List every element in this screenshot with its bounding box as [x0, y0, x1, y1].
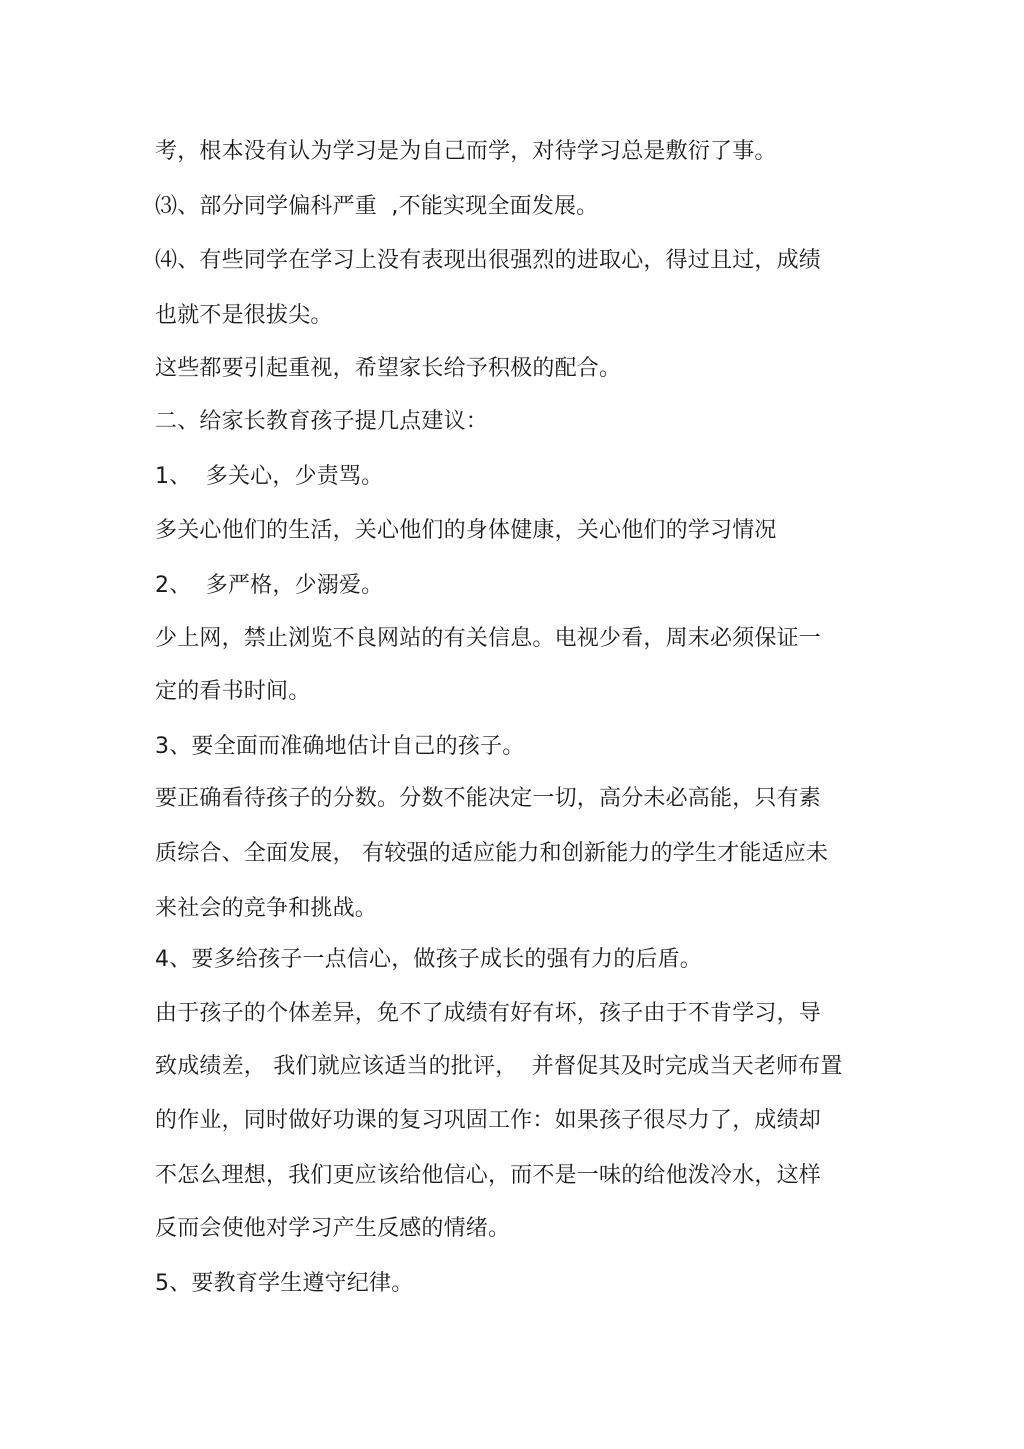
text-line: 少上网，禁止浏览不良网站的有关信息。电视少看，周末必须保证一	[155, 626, 822, 651]
text-line: 定的看书时间。	[155, 679, 311, 704]
text-line: ⑶、部分同学偏科严重 ,不能实现全面发展。	[155, 194, 599, 219]
text-line: 来社会的竞争和挑战。	[155, 896, 378, 921]
text-line: 要正确看待孩子的分数。分数不能决定一切，高分未必高能，只有素	[155, 786, 822, 811]
text-line: 不怎么理想，我们更应该给他信心，而不是一味的给他泼冷水，这样	[155, 1163, 822, 1188]
text-line: 考，根本没有认为学习是为自己而学，对待学习总是敷衍了事。	[155, 139, 777, 164]
text-line: 这些都要引起重视，希望家长给予积极的配合。	[155, 356, 622, 381]
text-line: 也就不是很拔尖。	[155, 303, 333, 328]
text-line: 致成绩差， 我们就应该适当的批评， 并督促其及时完成当天老师布置	[155, 1054, 843, 1079]
numbered-item: 5、要教育学生遵守纪律。	[155, 1271, 414, 1296]
text-line: 反而会使他对学习产生反感的情绪。	[155, 1216, 511, 1241]
section-heading: 二、给家长教育孩子提几点建议：	[155, 409, 489, 434]
numbered-item: 3、要全面而准确地估计自己的孩子。	[155, 734, 525, 759]
numbered-item: 2、 多严格，少溺爱。	[155, 573, 384, 598]
text-line: 多关心他们的生活，关心他们的身体健康，关心他们的学习情况	[155, 518, 777, 543]
text-line: 的作业，同时做好功课的复习巩固工作：如果孩子很尽力了，成绩却	[155, 1108, 822, 1133]
text-line: 质综合、全面发展， 有较强的适应能力和创新能力的学生才能适应未	[155, 841, 829, 866]
text-line: 由于孩子的个体差异，免不了成绩有好有坏，孩子由于不肯学习，导	[155, 1001, 822, 1026]
text-line: ⑷、有些同学在学习上没有表现出很强烈的进取心，得过且过，成绩	[155, 248, 822, 273]
numbered-item: 4、要多给孩子一点信心，做孩子成长的强有力的后盾。	[155, 947, 702, 972]
numbered-item: 1、 多关心，少责骂。	[155, 464, 384, 489]
